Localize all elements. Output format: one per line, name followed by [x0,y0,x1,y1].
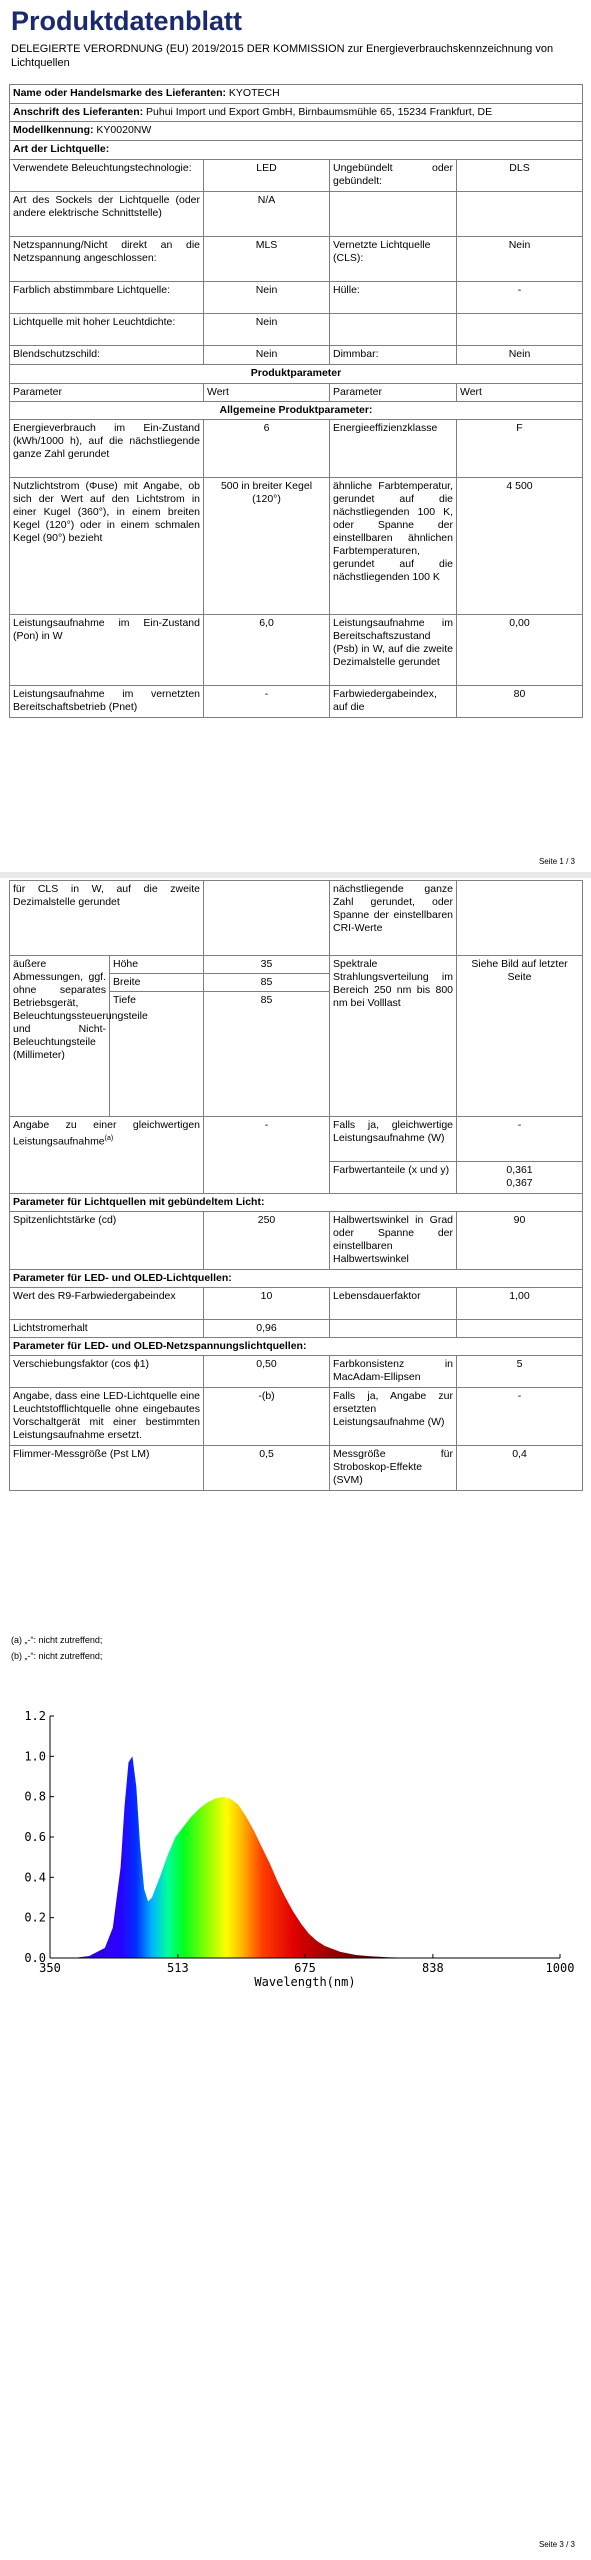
row-value: 6 [204,420,330,478]
row-label: Falls ja, Angabe zur ersetzten Leistungsaufnahme (W) [330,1388,457,1446]
supplier-label: Name oder Handelsmarke des Lieferanten: [13,87,226,99]
equiv-v2: - [457,1117,583,1162]
table-row [10,1212,583,1270]
table-row [10,1288,583,1320]
footnote-b: (b) „-“: nicht zutreffend; [11,1651,103,1661]
row-value: - [457,1388,583,1446]
row-value [457,314,583,346]
row-label: Leistungsaufnahme im Bereitschaftszustand (Psb) in W, auf die zweite Dezimalstelle gerundet [330,615,457,686]
row-label: Farbkonsistenz in MacAdam-Ellipsen [330,1356,457,1388]
row-label: Art des Sockels der Lichtquelle (oder andere elektrische Schnittstelle) [10,192,204,237]
spectrum-svg [20,1708,580,1988]
table-row [10,314,583,346]
row-value: 10 [204,1288,330,1320]
row-value: 0,96 [204,1320,330,1338]
row-label: Nutzlichtstrom (Φuse) mit Angabe, ob sich der Wert auf den Lichtstrom in einer Kugel (360°), in einem breiten Kegel (120°) oder in einem schmalen Kegel (90°) bezieht [10,478,204,615]
row-label: ähnliche Farbtemperatur, gerundet auf die nächstliegenden 100 K, oder Spanne der einstellbaren ähnlichen Farbtemperaturen, gerundet auf die nächstliegenden 100 K [330,478,457,615]
address-label: Anschrift des Lieferanten: [13,106,144,118]
x-tick-label: 513 [167,1961,189,1975]
chroma-label: Farbwertanteile (x und y) [330,1162,457,1194]
table-row [10,1356,583,1388]
led-header: Parameter für LED- und OLED-Lichtquellen: [10,1270,583,1288]
row-value: 250 [204,1212,330,1270]
row-label: Leistungsaufnahme im Ein-Zustand (Pon) in W [10,615,204,686]
datasheet-table-page1 [9,84,583,718]
row-value: 80 [457,686,583,718]
row-value: MLS [204,237,330,282]
row-value: 0,4 [457,1446,583,1491]
page-number: Seite 1 / 3 [538,857,575,866]
table-row [10,615,583,686]
page-number: Seite 3 / 3 [538,2540,575,2549]
row-value [457,1320,583,1338]
row-label: Wert des R9-Farbwiedergabeindex [10,1288,204,1320]
row-label: Netzspannung/Nicht direkt an die Netzspannung angeschlossen: [10,237,204,282]
dimensions-row [10,956,583,974]
spectral-value: Siehe Bild auf letzter Seite [457,956,583,1117]
spectrum-area [50,1756,560,1958]
row-value: 500 in breiter Kegel (120°) [204,478,330,615]
row-label: Lichtquelle mit hoher Leuchtdichte: [10,314,204,346]
x-tick-label: 1000 [545,1961,575,1975]
chart-body [24,1709,574,1988]
table-row [10,686,583,718]
equiv-l2: Falls ja, gleichwertige Leistungsaufnahme (W) [330,1117,457,1162]
row-value: Nein [204,314,330,346]
row-value: - [457,282,583,314]
table-row [10,1388,583,1446]
row-value: 90 [457,1212,583,1270]
row-label: Blendschutzschild: [10,346,204,365]
col-header-param: Parameter [330,384,457,402]
datasheet-table-page2 [9,880,583,1491]
section-header-row [10,1338,583,1356]
net-header: Parameter für LED- und OLED-Netzspannungslichtquellen: [10,1338,583,1356]
row-label [330,314,457,346]
page-2 [0,878,591,1668]
row-label: Flimmer-Messgröße (Pst LM) [10,1446,204,1491]
y-tick-label: 0.2 [24,1910,46,1925]
row-label: Energieeffizienzklasse [330,420,457,478]
dim-value: 85 [204,992,330,1117]
x-axis-title: Wavelength(nm) [254,1975,356,1988]
row-label: für CLS in W, auf die zweite Dezimalstelle gerundet [10,881,204,956]
row-value: Nein [457,346,583,365]
table-row [10,237,583,282]
row-value: Nein [204,346,330,365]
col-header-param: Parameter [10,384,204,402]
equiv-footnote-ref: (a) [104,1135,114,1142]
row-label [330,192,457,237]
row-label: Ungebündelt oder gebündelt: [330,160,457,192]
row-value [457,192,583,237]
y-tick-label: 0.0 [24,1951,46,1965]
section-header-row [10,1270,583,1288]
row-label: Messgröße für Stroboskop-Effekte (SVM) [330,1446,457,1491]
table-row [10,1446,583,1491]
row-label: Spitzenlichtstärke (cd) [10,1212,204,1270]
page-3 [0,1668,591,2560]
supplier-row [10,85,583,104]
table-row [10,420,583,478]
row-label: Halbwertswinkel in Grad oder Spanne der einstellbaren Halbwertswinkel [330,1212,457,1270]
address-value: Puhui Import und Export GmbH, Birnbaumsmühle 65, 15234 Frankfurt, DE [146,106,493,118]
model-row [10,122,583,141]
row-value: 4 500 [457,478,583,615]
row-value: Nein [457,237,583,282]
row-value: - [204,686,330,718]
table-row [10,160,583,192]
page-1 [0,0,591,872]
col-header-value: Wert [457,384,583,402]
row-value: 1,00 [457,1288,583,1320]
footnote-a: (a) „-“: nicht zutreffend; [11,1635,103,1645]
y-tick-label: 0.6 [24,1830,46,1844]
row-label: Lichtstromerhalt [10,1320,204,1338]
row-value: LED [204,160,330,192]
type-label: Art der Lichtquelle: [10,141,583,160]
table-row [10,478,583,615]
table-row [10,282,583,314]
col-header-value: Wert [204,384,330,402]
section-header-row [10,402,583,420]
dimensions-label: äußere Abmessungen, ggf. ohne separates Betriebsgerät, Beleuchtungssteuerungsteile und Nicht-Beleuchtungsteile (Millimeter) [10,956,110,1117]
section-header-row [10,365,583,384]
x-tick-label: 675 [294,1961,316,1975]
row-value: 5 [457,1356,583,1388]
page-title: Produktdatenblatt [11,6,243,36]
row-value: -(b) [204,1388,330,1446]
table-row [10,1320,583,1338]
row-label: nächstliegende ganze Zahl gerundet, oder Spanne der einstellbaren CRI-Werte [330,881,457,956]
x-tick-label: 838 [422,1961,444,1975]
dim-name: Höhe [110,956,204,974]
dim-value: 85 [204,974,330,992]
row-value: 0,00 [457,615,583,686]
row-value: N/A [204,192,330,237]
row-value: Nein [204,282,330,314]
supplier-value: KYOTECH [228,87,280,99]
y-tick-label: 0.8 [24,1789,46,1804]
dim-value: 35 [204,956,330,974]
row-value: DLS [457,160,583,192]
model-value: KY0020NW [96,124,152,136]
row-label: Vernetzte Lichtquelle (CLS): [330,237,457,282]
params-header: Produktparameter [10,365,583,384]
dim-name: Breite [110,974,204,992]
equiv-label: Angabe zu einer gleichwertigen Leistungsaufnahme [13,1119,201,1148]
table-row [10,192,583,237]
dim-name: Tiefe [110,992,204,1117]
regulation-intro: DELEGIERTE VERORDNUNG (EU) 2019/2015 DER KOMMISSION zur Energieverbrauchskennzeichnung von Lichtquellen [11,43,554,69]
chroma-value: 0,361 0,367 [457,1162,583,1194]
spectral-label: Spektrale Strahlungsverteilung im Bereich 250 nm bis 800 nm bei Volllast [330,956,457,1117]
row-label: Dimmbar: [330,346,457,365]
table-row [10,1117,583,1162]
row-label: Farblich abstimmbare Lichtquelle: [10,282,204,314]
row-value: 0,50 [204,1356,330,1388]
type-row [10,141,583,160]
row-value: 0,5 [204,1446,330,1491]
equiv-value: - [204,1117,330,1194]
table-row [10,346,583,365]
row-label: Energieverbrauch im Ein-Zustand (kWh/1000 h), auf die nächstliegende ganze Zahl gerundet [10,420,204,478]
row-value: F [457,420,583,478]
row-label: Verwendete Beleuchtungstechnologie: [10,160,204,192]
section-header-row [10,1194,583,1212]
row-label [330,1320,457,1338]
y-tick-label: 1.2 [24,1709,46,1723]
address-row [10,104,583,122]
y-tick-label: 1.0 [24,1749,46,1764]
row-label: Angabe, dass eine LED-Lichtquelle eine Leuchtstofflichtquelle ohne eingebautes Vorschaltgerät mit einer bestimmten Leistungsaufnahme ersetzt. [10,1388,204,1446]
bundled-header: Parameter für Lichtquellen mit gebündeltem Licht: [10,1194,583,1212]
row-label: Lebensdauerfaktor [330,1288,457,1320]
spectrum-chart [20,1708,580,1988]
y-tick-label: 0.4 [24,1870,46,1885]
column-header-row [10,384,583,402]
table-row [10,881,583,956]
row-label: Farbwiedergabeindex, auf die [330,686,457,718]
row-value: 6,0 [204,615,330,686]
row-label: Leistungsaufnahme im vernetzten Bereitschaftsbetrieb (Pnet) [10,686,204,718]
general-header: Allgemeine Produktparameter: [10,402,583,420]
row-label: Hülle: [330,282,457,314]
row-label: Verschiebungsfaktor (cos ϕ1) [10,1356,204,1388]
model-label: Modellkennung: [13,124,94,136]
x-tick-label: 350 [39,1961,61,1975]
